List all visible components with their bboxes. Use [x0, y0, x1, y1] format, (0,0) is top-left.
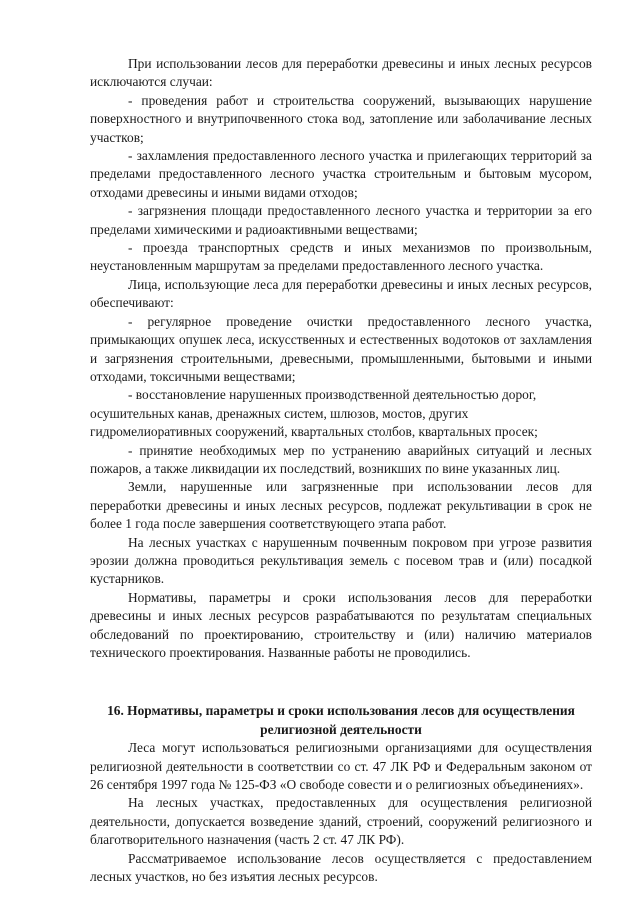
paragraph-obligation-cleaning: - регулярное проведение очистки предоставленного лесного участка, примыкающих опушек леса, искусственных и естественных водотоков от захламления и загрязнения строительными, древесными, промышленными, бытовыми и иными отходами, токсичными веществами;: [90, 313, 592, 384]
paragraph-obligation-roads: - восстановление нарушенных производственной деятельностью дорог,: [128, 387, 537, 403]
paragraph-norms: Нормативы, параметры и сроки использования лесов для переработки древесины и иных лесных ресурсов разрабатываются по результатам специальных обследований по проектированию, строительству и (или) наличию материалов технического проектирования. Названные работы не проводились.: [90, 589, 592, 660]
paragraph-religious-buildings: На лесных участках, предоставленных для осуществления религиозной деятельности, допускается возведение зданий, строений, сооружений религиозного и благотворительного назначения (часть 2 ст. 47 ЛК РФ).: [90, 795, 592, 848]
paragraph-exclusion-vehicles: - проезда транспортных средств и иных механизмов по произвольным, неустановленным маршрутам за пределами предоставленного лесного участка.: [90, 240, 592, 274]
paragraph-religious-use: Леса могут использоваться религиозными организациями для осуществления религиозной деятельности в соответствии со ст. 47 ЛК РФ и Федеральным законом от 26 сентября 1997 года № 125-ФЗ «О свободе совести и о религиозных объединениях».: [90, 740, 592, 793]
paragraph-religious-no-withdrawal: Рассматриваемое использование лесов осуществляется с предоставлением лесных участков, но без изъятия лесных ресурсов.: [90, 850, 592, 885]
paragraph-exclusion-litter: - захламления предоставленного лесного участка и прилегающих территорий за пределами предоставленного лесного участка строительным и бытовым мусором, отходами древесины и иными видами отходов;: [90, 148, 592, 200]
paragraph-obligation-roads-cont: осушительных канав, дренажных систем, шлюзов, мостов, других гидромелиоративных сооружений, квартальных столбов, квартальных просек;: [90, 405, 538, 440]
paragraph-erosion: На лесных участках с нарушенным почвенным покровом при угрозе развития эрозии должна проводиться рекультивация земель с посевом трав и (или) посадкой кустарников.: [90, 534, 592, 587]
document-body: [90, 55, 592, 886]
paragraph-obligations-intro: Лица, использующие леса для переработки древесины и иных лесных ресурсов, обеспечивают:: [90, 276, 592, 311]
paragraph-recultivation: Земли, нарушенные или загрязненные при использовании лесов для переработки древесины и иных лесных ресурсов, подлежат рекультивации в срок не более 1 года после завершения соответствующего этапа работ.: [90, 479, 592, 532]
paragraph-exclusion-pollution: - загрязнения площади предоставленного лесного участка и территории за его пределами химическими и радиоактивными веществами;: [90, 203, 592, 237]
section-heading: 16. Нормативы, параметры и сроки использования лесов для осуществления религиозной деятельности: [107, 703, 575, 737]
paragraph-exclusion-works: - проведения работ и строительства сооружений, вызывающих нарушение поверхностного и внутрипочвенного стока вод, затопление или заболачивание лесных участков;: [90, 92, 592, 145]
paragraph-exclusions-intro: При использовании лесов для переработки древесины и иных лесных ресурсов исключаются случаи:: [90, 56, 592, 90]
paragraph-obligation-fires: - принятие необходимых мер по устранению аварийных ситуаций и лесных пожаров, а также ликвидации их последствий, возникших по вине указанных лиц.: [90, 442, 592, 476]
